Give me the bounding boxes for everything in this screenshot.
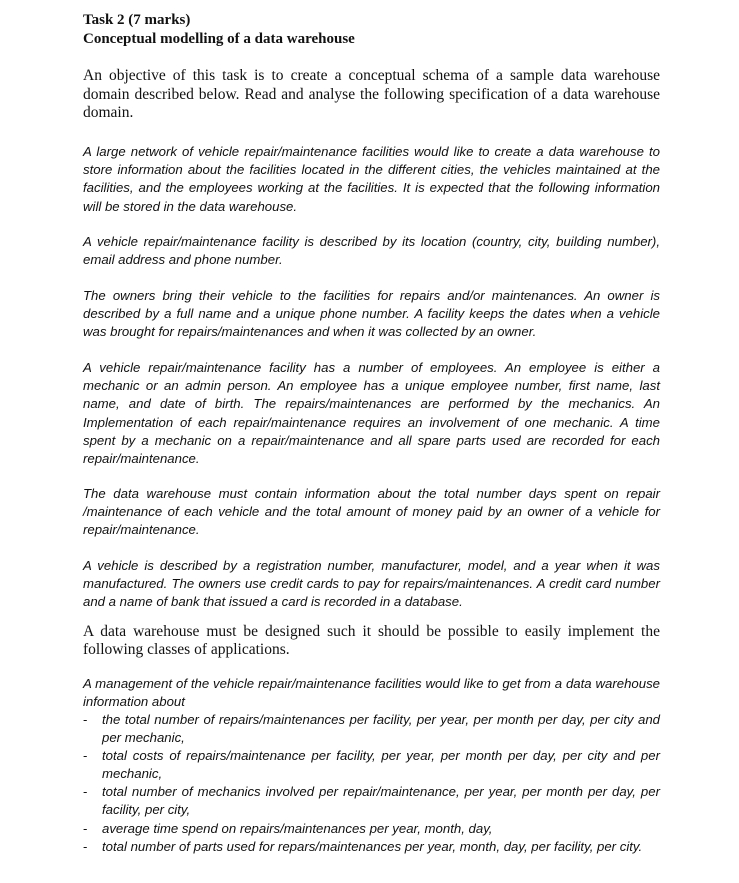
list-item-text: total number of mechanics involved per repair/maintenance, per year, per month per day, per facility, per city, — [102, 784, 660, 818]
bullet-dash: - — [83, 820, 88, 836]
spec-paragraph-totals: The data warehouse must contain information about the total number days spent on repair /maintenance of each vehicle and the total amount of money paid by an owner of a vehicle for repair/maintenance. — [83, 486, 660, 538]
management-intro: A management of the vehicle repair/maintenance facilities would like to get from a data warehouse information about — [83, 676, 660, 710]
list-item — [83, 711, 660, 747]
list-item-text: total number of parts used for repars/maintenances per year, month, day, per facility, per city. — [102, 838, 643, 854]
list-item-text: total costs of repairs/maintenance per facility, per year, per month per day, per city and per mechanic, — [102, 748, 660, 782]
list-item-text: average time spend on repairs/maintenances per year, month, day, — [102, 820, 493, 836]
spec-paragraph-owners: The owners bring their vehicle to the facilities for repairs and/or maintenances. An owner is described by a full name and a unique phone number. A facility keeps the dates when a vehicle was brought for repairs/maintenances and when it was collected by an owner. — [83, 288, 660, 340]
bullet-dash: - — [83, 712, 88, 727]
list-item — [83, 747, 660, 783]
applications-intro: A data warehouse must be designed such it should be possible to easily implement the following classes of applications. — [83, 623, 660, 658]
list-item — [83, 820, 660, 838]
list-item — [83, 783, 660, 819]
spec-paragraph-network: A large network of vehicle repair/maintenance facilities would like to create a data warehouse to store information about the facilities located in the different cities, the vehicles maintained at the facilities, and the employees working at the facilities. It is expected that the following information will be stored in the data warehouse. — [83, 144, 660, 214]
bullet-dash: - — [83, 838, 88, 854]
spec-paragraph-vehicle: A vehicle is described by a registration number, manufacturer, model, and a year when it was manufactured. The owners use credit cards to pay for repairs/maintenances. A credit card number and a name of bank that issued a card is recorded in a database. — [83, 558, 660, 610]
task-title: Task 2 (7 marks) — [83, 12, 191, 28]
spec-paragraph-facility: A vehicle repair/maintenance facility is described by its location (country, city, building number), email address and phone number. — [83, 234, 660, 268]
list-item — [83, 838, 660, 856]
intro-paragraph: An objective of this task is to create a conceptual schema of a sample data warehouse domain described below. Read and analyse the following specification of a data warehouse domain. — [83, 67, 660, 121]
list-item-text: the total number of repairs/maintenances per facility, per year, per month per day, per city and per mechanic, — [102, 712, 660, 746]
bullet-dash: - — [83, 748, 88, 764]
bullet-dash: - — [83, 784, 88, 800]
section-subtitle: Conceptual modelling of a data warehouse — [83, 31, 355, 47]
requirements-list — [83, 711, 660, 856]
spec-paragraph-employees: A vehicle repair/maintenance facility has a number of employees. An employee is either a mechanic or an admin person. An employee has a unique employee number, first name, last name, and date of birth. The repairs/maintenances are performed by the mechanics. An Implementation of each repair/maintenance requires an involvement of one mechanic. A time spent by a mechanic on a repair/maintenance and all spare parts used are recorded for each repair/maintenance. — [83, 360, 660, 467]
